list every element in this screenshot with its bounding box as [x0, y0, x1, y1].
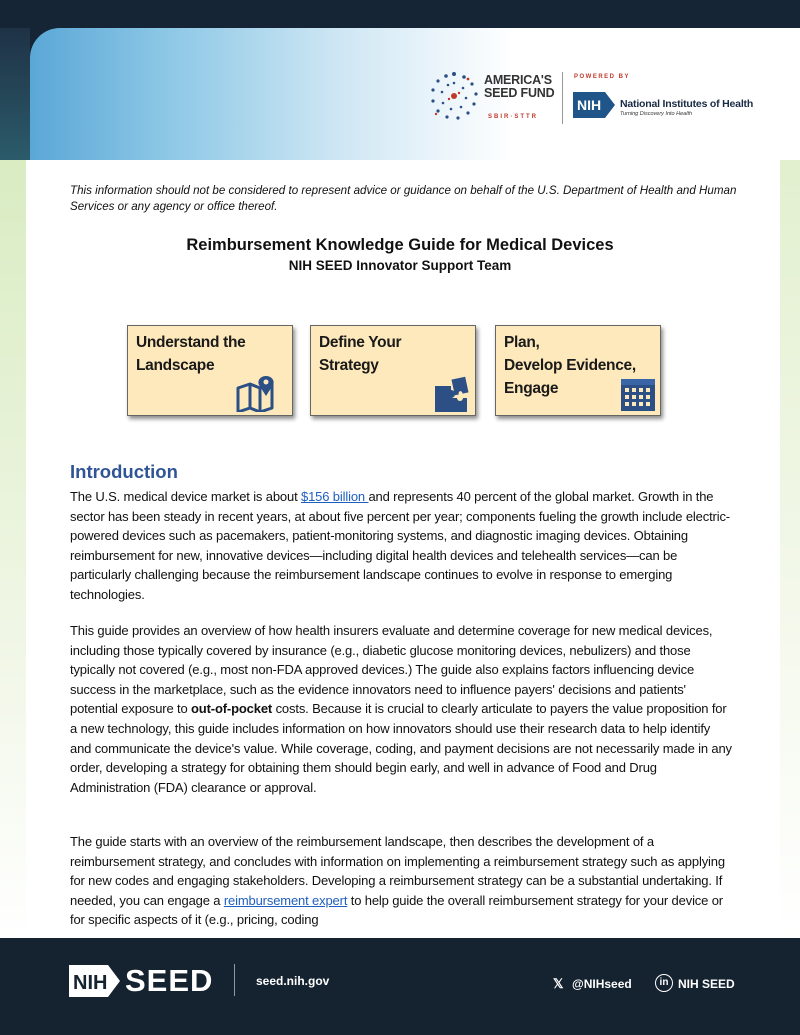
p2-text-end: costs. Because it is crucial to clearly articulate to payers the value proposition for a new technology, this guide includes information on how innovators should use their research data to help identify and communicate the device's value. While coverage, coding, and payment decisions are not necessarily made in any order, developing a strategy for obtaining them should begin early, and well in advance of Food and Drug Administration (FDA) clearance or approval. — [70, 701, 732, 795]
linkedin-label-link[interactable]: NIH SEED — [678, 977, 735, 991]
document-subtitle: NIH SEED Innovator Support Team — [288, 258, 512, 273]
linkedin-icon[interactable]: in — [655, 974, 673, 992]
p1-text-start: The U.S. medical device market is about — [70, 489, 301, 504]
market-size-link[interactable]: $156 billion — [301, 489, 369, 504]
footer-nih-logo — [68, 964, 122, 998]
right-margin-gradient — [780, 160, 800, 940]
seed-fund-wordmark — [484, 74, 554, 100]
header-band — [0, 0, 800, 160]
p2-text-start: This guide provides an overview of how health insurers evaluate and determine coverage for new medical devices, including those typically covered by insurance (e.g., diabetic glucose monitoring devices, nebulizers) and those typically not covered (e.g., most non-FDA approved devices.) The guide also explains factors influencing device success in the marketplace, such as the evidence innovators need to influence payers' decisions and patients' potential exposure to — [70, 623, 713, 717]
puzzle-icon — [433, 376, 471, 414]
p1-text-end: and represents 40 percent of the global market. Growth in the sector has been steady in recent years, at about five percent per year; components fueling the growth include electric-powered devices such as pacemakers, patient-monitoring systems, and diagnostic imaging devices. Obtaining reimbursement for new, innovative devices—including digital health devices and telehealth services—can be particularly challenging because the reimbursement landscape continues to evolve in response to emerging technologies. — [70, 489, 730, 602]
seed-fund-line1: AMERICA'S — [484, 73, 552, 87]
nih-logo — [573, 92, 615, 118]
map-pin-icon — [236, 376, 282, 412]
section-heading-introduction: Introduction — [70, 461, 178, 482]
powered-by-label: POWERED BY — [574, 74, 631, 80]
nih-tagline: Turning Discovery Into Health — [620, 111, 693, 117]
footer-nih-text: NIH — [73, 972, 108, 994]
step-label: Understand the Landscape — [136, 334, 246, 374]
step-label: Define Your Strategy — [319, 334, 402, 374]
footer-seed-wordmark: SEED — [125, 963, 214, 998]
seed-fund-line2: SEED FUND — [484, 86, 555, 100]
intro-paragraph-3 — [70, 832, 734, 930]
step-understand-landscape — [127, 325, 293, 416]
x-handle-link[interactable]: @NIHseed — [572, 977, 632, 991]
disclaimer: This information should not be considered to represent advice or guidance on behalf of the U.S. Department of Health and Human Services or any agency or office thereof. — [70, 184, 737, 213]
intro-paragraph-2 — [70, 621, 734, 797]
calendar-icon — [620, 378, 656, 412]
footer-url-link[interactable]: seed.nih.gov — [256, 974, 330, 988]
p3-text-start: The guide starts with an overview of the reimbursement landscape, then describes the development of a reimbursement strategy, and concludes with information on implementing a reimbursement strategy such as applying for new codes and engaging stakeholders. Developing a reimbursement strategy can be a substantial undertaking. If needed, you can engage a — [70, 834, 725, 908]
seed-burst-icon — [428, 70, 480, 122]
step-label: Plan, Develop Evidence, Engage — [504, 334, 636, 397]
x-icon[interactable]: 𝕏 — [553, 976, 564, 991]
reimbursement-expert-link[interactable]: reimbursement expert — [223, 892, 348, 908]
out-of-pocket-term: out-of-pocket — [191, 701, 273, 717]
left-margin-gradient — [0, 160, 26, 940]
nih-logo-text: NIH — [577, 97, 602, 113]
intro-paragraph-1 — [70, 487, 734, 605]
p3-text-end: to help guide the overall reimbursement strategy for your device or for specific aspects of it (e.g., pricing, coding — [70, 892, 723, 928]
document-title: Reimbursement Knowledge Guide for Medical Devices — [186, 236, 614, 254]
americas-seed-fund-logo — [428, 68, 558, 128]
seed-fund-subtitle: SBIR·STTR — [488, 114, 538, 120]
header-left-strip — [0, 28, 30, 160]
logo-divider — [562, 72, 563, 124]
step-define-strategy — [310, 325, 476, 416]
header-card — [30, 28, 800, 160]
footer-divider — [234, 964, 235, 996]
nih-name: National Institutes of Health — [620, 98, 754, 110]
step-plan-develop-engage — [495, 325, 661, 416]
